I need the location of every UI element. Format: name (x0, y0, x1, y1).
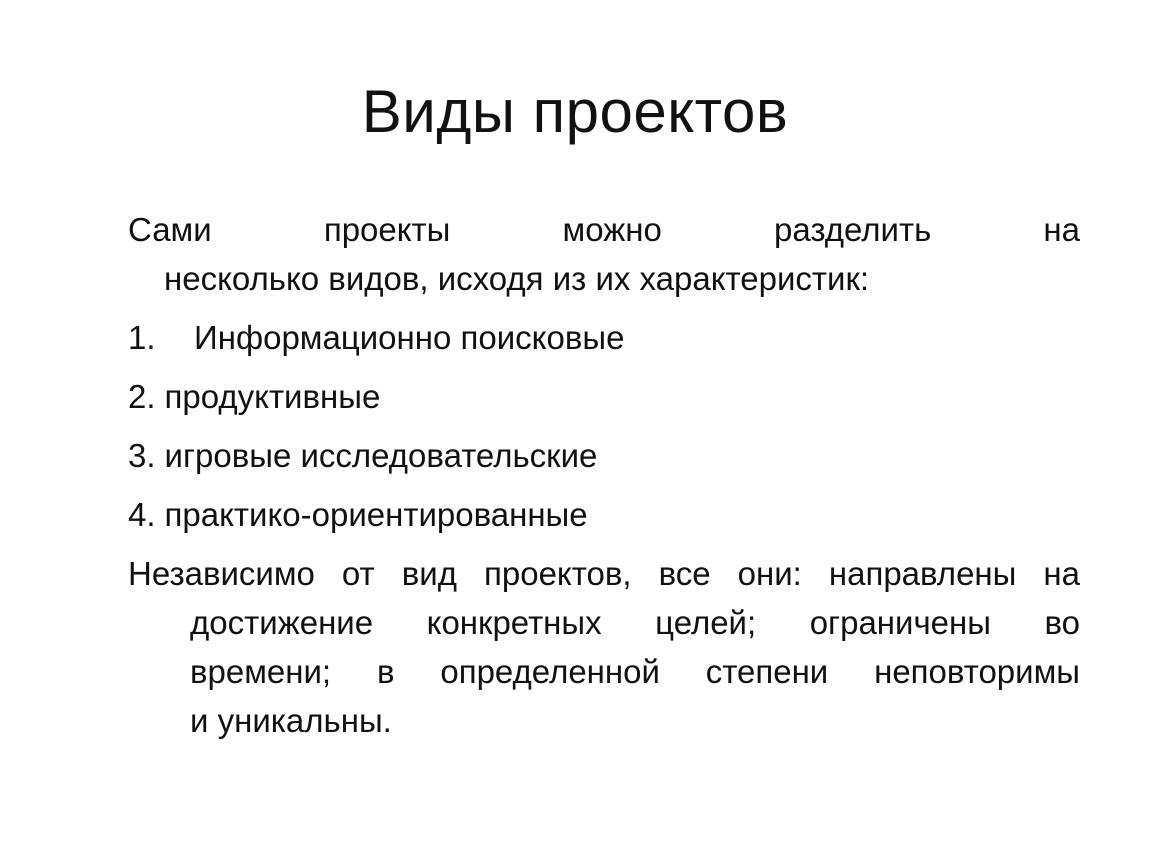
list-item-number: 4. (128, 496, 156, 533)
list-item-number: 3. (128, 437, 156, 474)
list-item (128, 431, 1080, 480)
intro-line-2: несколько видов, исходя из их характеристик: (164, 260, 870, 297)
list-item-text: игровые исследовательские (164, 437, 598, 474)
conclusion-line-2: достижение конкретных целей; ограничены во (190, 604, 1080, 641)
intro-line-1: Сами проекты можно разделить на (128, 211, 1080, 248)
conclusion-paragraph (128, 549, 1080, 745)
list-item-text: Информационно поисковые (194, 319, 625, 356)
list-item (128, 313, 1080, 362)
slide-title: Виды проектов (361, 78, 789, 145)
slide-body (128, 205, 1080, 755)
conclusion-line-4: и уникальны. (190, 702, 392, 739)
list-item-number: 1. (128, 319, 156, 356)
list-item-text: практико-ориентированные (164, 496, 588, 533)
conclusion-line-1: Независимо от вид проектов, все они: направлены на (128, 555, 1080, 592)
intro-paragraph (128, 205, 1080, 303)
list-item (128, 490, 1080, 539)
list-item-number: 2. (128, 378, 156, 415)
conclusion-line-3: времени; в определенной степени неповторимы (190, 653, 1080, 690)
list-item-text: продуктивные (164, 378, 381, 415)
list-item (128, 372, 1080, 421)
